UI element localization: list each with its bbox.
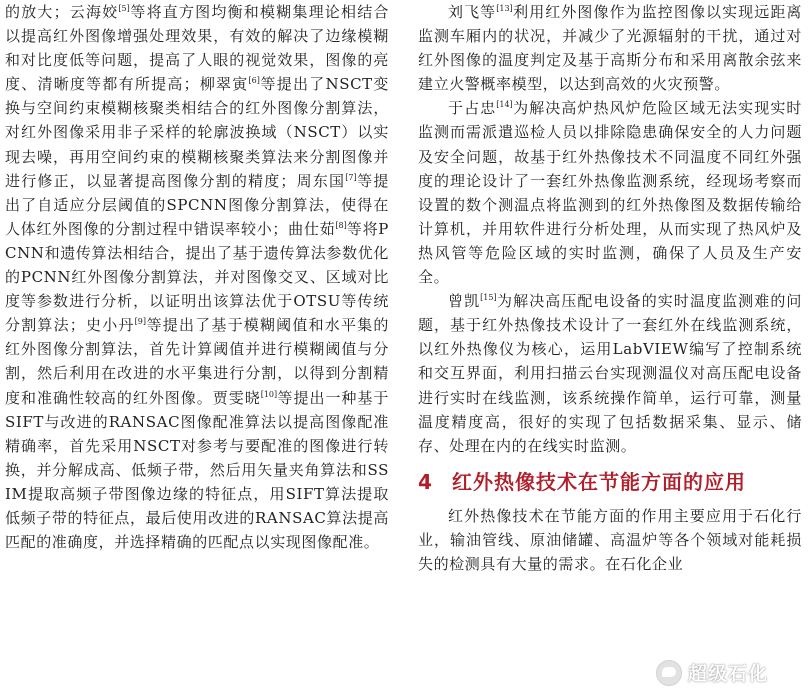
text-run: 于占忠	[448, 99, 497, 118]
right-paragraph-2	[418, 96, 802, 289]
right-paragraph-4	[418, 504, 802, 576]
left-paragraph-1	[5, 0, 389, 554]
citation-ref: [8]	[335, 220, 347, 230]
text-run: 等提出一种基于SIFT与改进的RANSAC图像配准算法以提高图像配准精确率，首先采用NSCT对参考与要配准的图像进行转换，并分解成高、低频子带，然后用矢量夹角算法和SSIM提取高频子带图像边缘的特征点，用SIFT算法提取低频子带的特征点，最后使用改进的RANSAC算法提高匹配的准确度，并选择精确的匹配点以实现图像配准。	[5, 388, 389, 552]
text-run: 利用红外图像作为监控图像以实现远距离监测车厢内的状况，并减少了光源辐射的干扰，通过对红外图像的温度判定及基于高斯分布和采用离散余弦来建立火警概率模型，以达到高效的火灾预警。	[418, 3, 802, 94]
citation-ref: [5]	[118, 4, 130, 13]
text-run: 为解决高炉热风炉危险区域无法实现实时监测而需派遣巡检人员以排除隐患确保安全的人力问题及安全问题，故基于红外热像技术不同温度不同红外强度的理论设计了一套红外热像监测系统，经现场考察而设置的数个测温点将监测到的红外热像图及数据传输给计算机，并用软件进行分析处理，从而实现了热风炉及热风管等危险区域的实时监测，确保了人员及生产安全。	[418, 99, 802, 287]
citation-ref: [15]	[480, 293, 497, 303]
chat-bubble-icon	[656, 660, 682, 686]
right-paragraph-1	[418, 0, 802, 96]
watermark	[656, 659, 768, 686]
text-run: 等提出了NSCT变换与空间约束模糊核聚类相结合的红外图像分割算法，对红外图像采用非子采样的轮廓波换域（NSCT）以实现去噪，再用空间约束的模糊核聚类算法来分割图像并进行修正，以显著提高图像分割的精度；周东国	[5, 75, 389, 190]
section-number: 4	[418, 469, 433, 494]
text-run: 等提出了基于模糊阈值和水平集的红外图像分割算法，首先计算阈值并进行模糊阈值与分割，然后利用在改进的水平集进行分割，以得到分割精度和准确性较高的红外图像。贾雯晓	[5, 316, 389, 407]
text-run: 等将PCNN和遗传算法相结合，提出了基于遗传算法参数优化的PCNN红外图像分割算法，并对图像交叉、区域对比度等参数进行分析，以证明出该算法优于OTSU等传统分割算法；史小丹	[5, 219, 389, 335]
section-heading	[418, 468, 802, 496]
text-run: 刘飞等	[448, 3, 497, 21]
citation-ref: [9]	[134, 317, 146, 327]
right-column	[418, 0, 802, 576]
text-run: 等将直方图均衡和模糊集理论相结合以提高红外图像增强处理效果，有效的解决了边缘模糊和对比度低等问题，提高了人眼的视觉效果，图像的亮度、清晰度等都有所提高；柳翠寅	[5, 3, 389, 94]
watermark-text: 超级石化	[687, 663, 768, 685]
citation-ref: [14]	[496, 100, 513, 110]
citation-ref: [13]	[496, 4, 513, 13]
text-run: 的放大；云海姣	[5, 3, 119, 21]
section-title: 红外热像技术在节能方面的应用	[452, 469, 746, 494]
text-run: 曾凯	[448, 292, 481, 311]
citation-ref: [7]	[345, 172, 357, 182]
left-column	[5, 0, 389, 554]
text-run: 红外热像技术在节能方面的作用主要应用于石化行业，输油管线、原油储罐、高温炉等各个领域对能耗损失的检测具有大量的需求。在石化企业	[418, 506, 802, 573]
right-paragraph-3	[418, 289, 802, 458]
text-run: 为解决高压配电设备的实时温度监测难的问题，基于红外热像技术设计了一套红外在线监测系统，以红外热像仪为核心，运用LabVIEW编写了控制系统和交互界面，利用扫描云台实现测温仪对高压配电设备进行实时在线监测，该系统操作简单，运行可靠，测量温度精度高，很好的实现了包括数据采集、显示、储存、处理在内的在线实时监测。	[418, 292, 802, 455]
citation-ref: [6]	[248, 76, 260, 86]
text-run: 等提出了自适应分层阈值的SPCNN图像分割算法，使得在人体红外图像的分割过程中错误率较小；曲仕茹	[5, 171, 389, 238]
citation-ref: [10]	[260, 389, 278, 399]
